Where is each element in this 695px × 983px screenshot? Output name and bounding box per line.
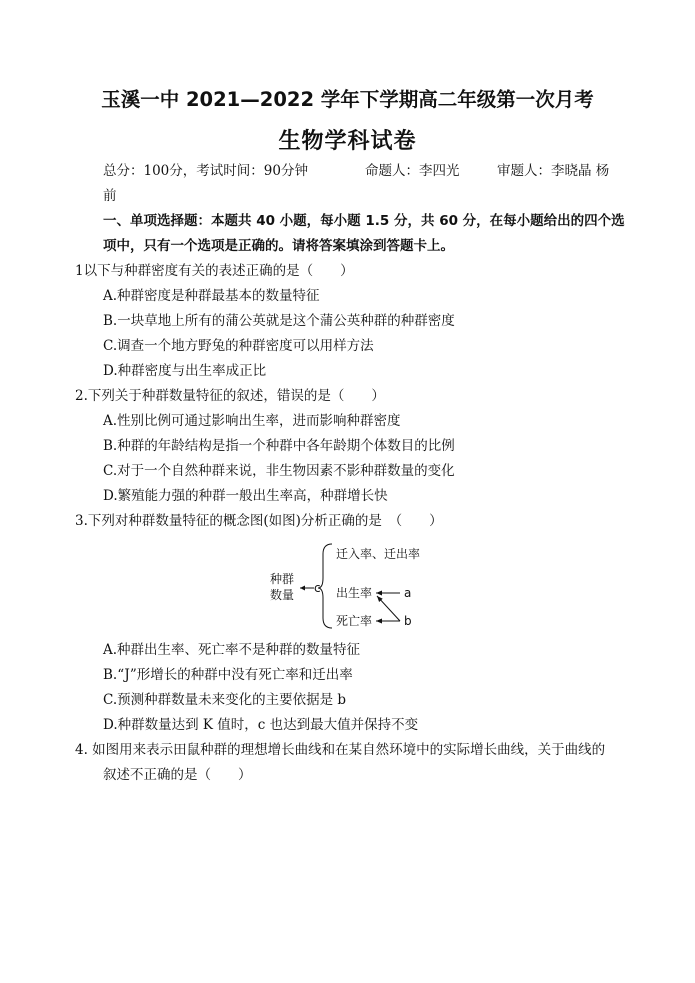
question-3-stem: 3.下列对种群数量特征的概念图(如图)分析正确的是 （ ）	[75, 513, 443, 529]
exam-subtitle: 生物学科试卷	[278, 129, 417, 154]
question-2-option-c: C.对于一个自然种群来说，非生物因素不影种群数量的变化	[103, 463, 455, 479]
question-2-option-a: A.性别比例可通过影响出生率，进而影响种群密度	[103, 413, 401, 429]
question-1-option-c: C.调查一个地方野兔的种群密度可以用样方法	[103, 338, 374, 354]
population-concept-diagram	[260, 538, 440, 638]
question-1-stem: 1以下与种群密度有关的表述正确的是（ ）	[75, 263, 354, 279]
exam-info: 总分：100分，考试时间：90分钟	[103, 163, 308, 179]
diagram-a-label: a	[404, 586, 412, 600]
section-instructions-line2: 项中，只有一个选项是正确的。请将答案填涂到答题卡上。	[103, 238, 454, 254]
question-2-stem: 2.下列关于种群数量特征的叙述，错误的是（ ）	[75, 388, 385, 404]
diagram-population-label-2: 数量	[270, 588, 295, 602]
author: 命题人：李四光	[365, 163, 460, 179]
question-4-stem: 4. 如图用来表示田鼠种群的理想增长曲线和在某自然环境中的实际增长曲线，关于曲线的	[75, 742, 606, 758]
section-instructions-line1: 一、单项选择题：本题共 40 小题，每小题 1.5 分，共 60 分，在每小题给出的四个选	[103, 213, 625, 229]
reviewer-continued: 前	[103, 188, 117, 204]
diagram-arrowhead-death	[376, 619, 382, 624]
reviewer: 审题人：李晓晶 杨	[497, 163, 610, 179]
question-3-option-a: A.种群出生率、死亡率不是种群的数量特征	[103, 642, 361, 658]
diagram-death-rate-label: 死亡率	[336, 614, 373, 628]
question-3-option-d: D.种群数量达到 K 值时，c 也达到最大值并保持不变	[103, 717, 419, 733]
diagram-b-label: b	[404, 614, 412, 628]
diagram-migration-label: 迁入率、迁出率	[336, 547, 421, 561]
question-1-option-b: B.一块草地上所有的蒲公英就是这个蒲公英种群的种群密度	[103, 313, 455, 329]
diagram-birth-rate-label: 出生率	[336, 586, 373, 600]
diagram-arrowhead-birth-1	[376, 591, 382, 596]
diagram-c-label: c	[314, 581, 321, 595]
diagram-arrowhead-population	[300, 586, 305, 591]
question-3-option-c: C.预测种群数量未来变化的主要依据是 b	[103, 692, 347, 708]
diagram-population-label-1: 种群	[270, 572, 295, 586]
exam-title: 玉溪一中 2021—2022 学年下学期高二年级第一次月考	[101, 88, 594, 111]
question-3-option-b: B.“J”形增长的种群中没有死亡率和迁出率	[103, 667, 353, 683]
question-4-stem-continued: 叙述不正确的是（ ）	[103, 767, 252, 783]
question-2-option-d: D.繁殖能力强的种群一般出生率高，种群增长快	[103, 488, 388, 504]
question-2-option-b: B.种群的年龄结构是指一个种群中各年龄期个体数目的比例	[103, 438, 455, 454]
question-1-option-d: D.种群密度与出生率成正比	[103, 363, 267, 379]
question-1-option-a: A.种群密度是种群最基本的数量特征	[103, 288, 320, 304]
